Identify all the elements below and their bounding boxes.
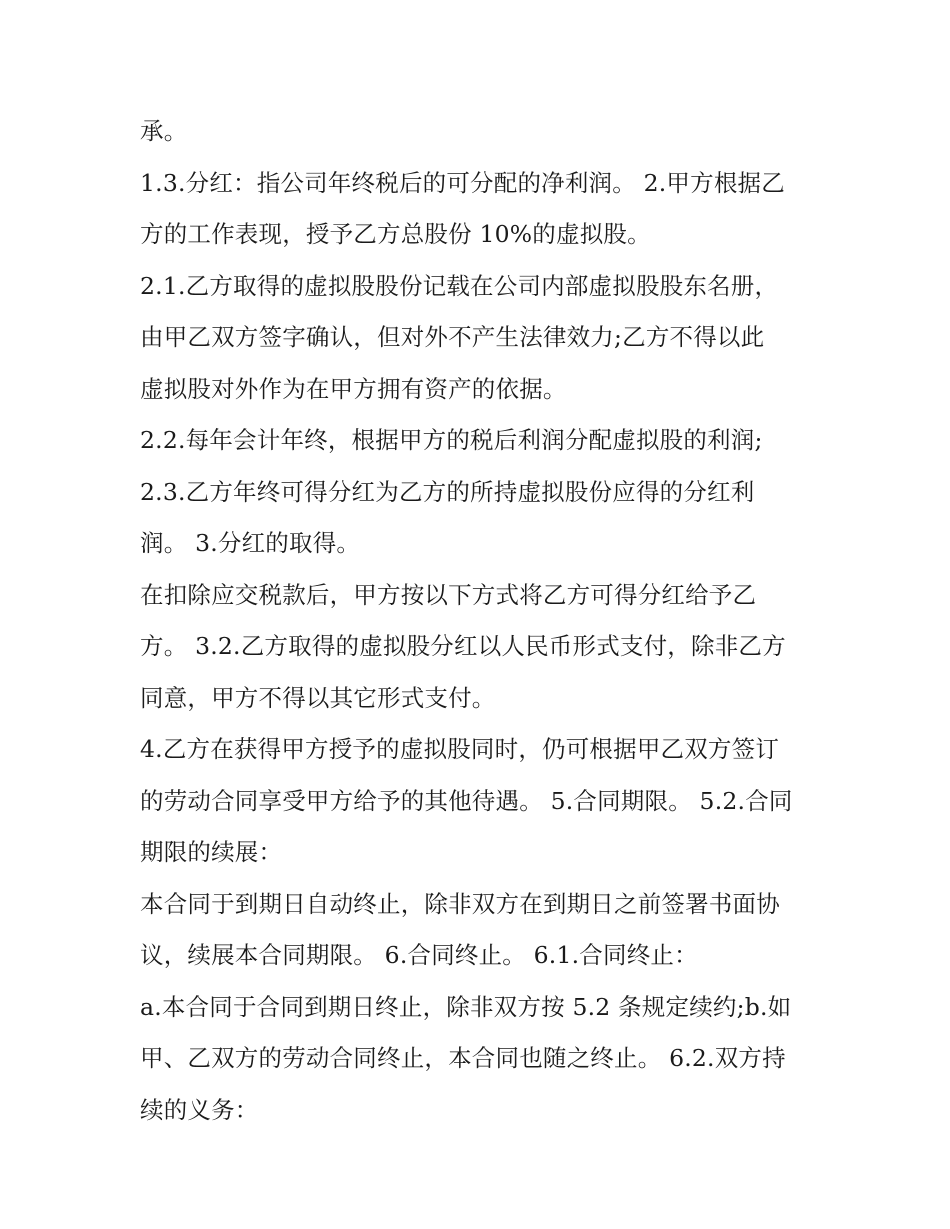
text-line: 续的义务： <box>140 1095 259 1124</box>
text-line: 甲、乙双方的劳动合同终止，本合同也随之终止。 6.2.双方持 <box>140 1044 786 1072</box>
text-line: 的劳动合同享受甲方给予的其他待遇。 5.合同期限。 5.2.合同 <box>140 786 793 815</box>
text-line: 本合同于到期日自动终止，除非双方在到期日之前签署书面协 <box>140 889 780 918</box>
text-line: 在扣除应交税款后，甲方按以下方式将乙方可得分红给予乙 <box>140 580 757 609</box>
text-line: a.本合同于合同到期日终止，除非双方按 5.2 条规定续约;b.如 <box>140 992 792 1021</box>
text-line: 方。 3.2.乙方取得的虚拟股分红以人民币形式支付，除非乙方 <box>140 632 786 660</box>
text-line: 2.3.乙方年终可得分红为乙方的所持虚拟股份应得的分红利 <box>140 477 755 506</box>
text-line: 1.3.分红：指公司年终税后的可分配的净利润。 2.甲方根据乙 <box>140 168 785 197</box>
text-line: 2.1.乙方取得的虚拟股股份记载在公司内部虚拟股股东名册， <box>140 271 779 300</box>
text-line: 方的工作表现，授予乙方总股份 10%的虚拟股。 <box>140 220 651 248</box>
text-line: 2.2.每年会计年终，根据甲方的税后利润分配虚拟股的利润; <box>140 426 763 454</box>
text-line: 同意，甲方不得以其它形式支付。 <box>140 683 496 712</box>
text-line: 承。 <box>140 117 188 145</box>
text-line: 虚拟股对外作为在甲方拥有资产的依据。 <box>140 374 567 403</box>
text-line: 润。 3.分红的取得。 <box>140 529 361 557</box>
body-text <box>140 106 820 1136</box>
text-line: 期限的续展： <box>140 838 283 866</box>
text-line: 由甲乙双方签字确认，但对外不产生法律效力;乙方不得以此 <box>140 323 765 351</box>
text-line: 议，续展本合同期限。 6.合同终止。 6.1.合同终止： <box>140 941 698 969</box>
text-line: 4.乙方在获得甲方授予的虚拟股同时，仍可根据甲乙双方签订 <box>140 735 780 763</box>
